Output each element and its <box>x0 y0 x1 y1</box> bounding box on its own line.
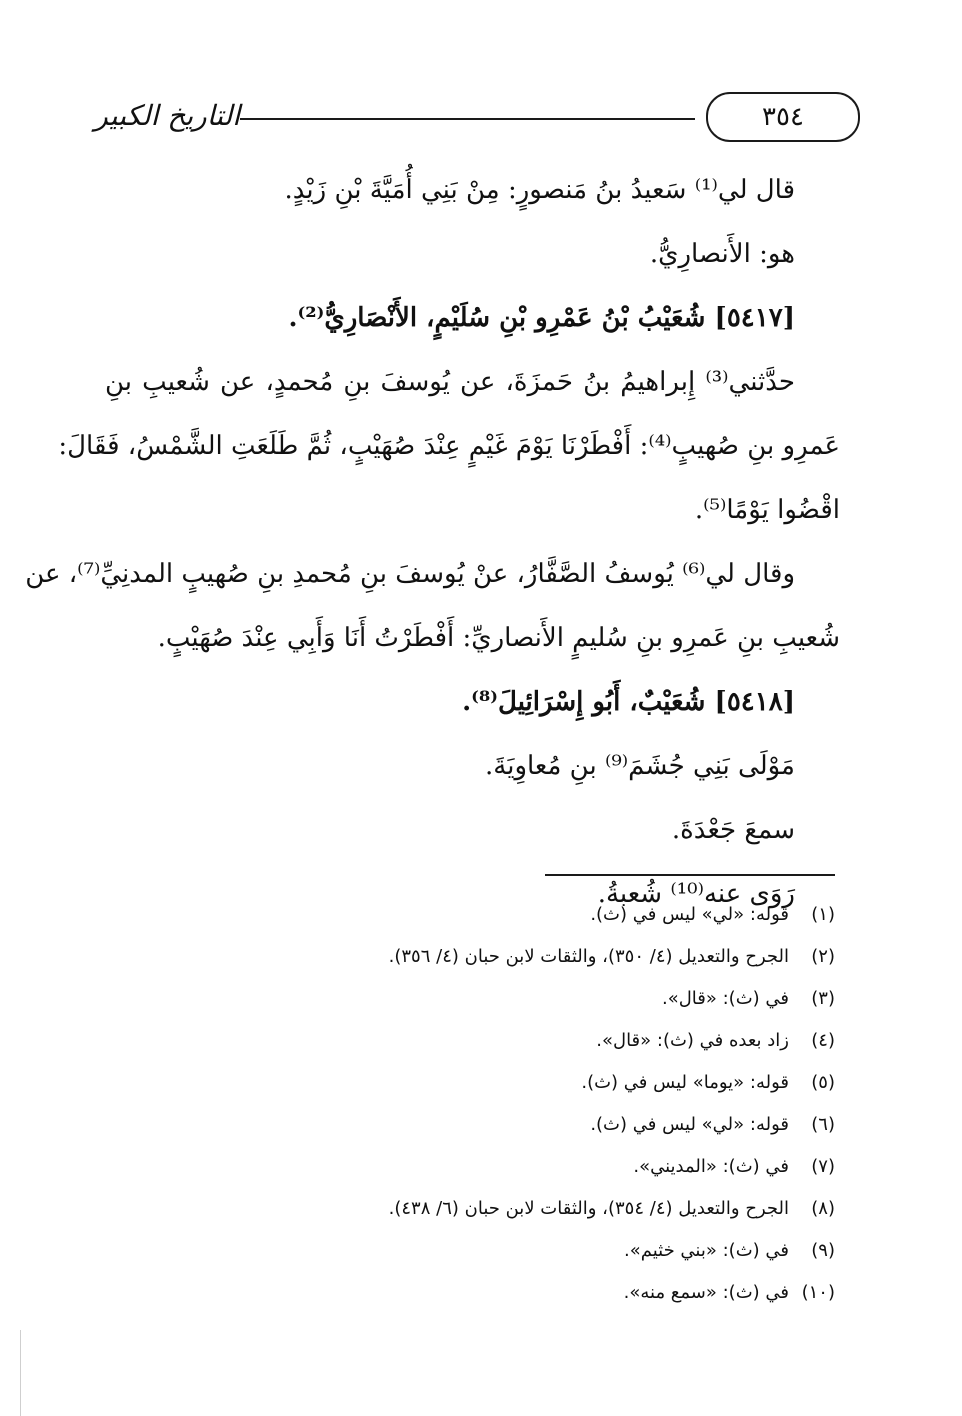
entry-heading: [٥٤١٨] شُعَيْبٌ، أَبُو إِسْرَائِيلَ⁽⁸⁾. <box>462 687 795 717</box>
footnote-number: (٧) <box>811 1156 835 1177</box>
footnote-item <box>290 936 835 978</box>
footnote-text: في (ث): «قال». <box>661 988 789 1009</box>
running-title: التاريخ الكبير <box>94 99 240 132</box>
footnote-text: قوله: «لي» ليس في (ث). <box>590 904 789 925</box>
text-line: عَمرِو بنِ صُهيبٍ⁽⁴⁾: أَفْطَرْنَا يَوْمَ غَيْمٍ عِنْدَ صُهَيْبٍ، ثُمَّ طَلَعَتِ الشَّمْسُ، فَقَالَ: <box>58 431 840 461</box>
page-number: ٣٥٤ <box>706 92 860 142</box>
footnote-item <box>290 1230 835 1272</box>
footnote-text: قوله: «لي» ليس في (ث). <box>590 1114 789 1135</box>
text-line: وقال لي⁽⁶⁾ يُوسفُ الصَّفَّارُ، عنْ يُوسفَ بنِ مُحمدِ بنِ صُهيبٍ المدنِيِّ⁽⁷⁾، عن <box>25 559 795 589</box>
footnote-divider <box>545 874 835 876</box>
footnote-text: الجرح والتعديل (٤/ ٣٥٠)، والثقات لابن حبان (٤/ ٣٥٦). <box>388 946 789 967</box>
footnote-number: (٥) <box>811 1072 835 1093</box>
footnote-item <box>290 1062 835 1104</box>
footnote-item <box>290 978 835 1020</box>
footnote-number: (٩) <box>811 1240 835 1261</box>
footnote-text: في (ث): «المديني». <box>633 1156 789 1177</box>
text-line: اقْضُوا يَوْمًا⁽⁵⁾. <box>694 495 840 525</box>
footnote-text: قوله: «يوما» ليس في (ث). <box>581 1072 789 1093</box>
footnote-number: (١) <box>811 904 835 925</box>
footnote-item <box>290 1146 835 1188</box>
text-line: هو: الأَنصارِيُّ. <box>649 239 795 269</box>
text-line: رَوَى عنه⁽¹⁰⁾ شُعبةُ. <box>597 879 795 909</box>
footnote-item <box>290 1272 835 1314</box>
footnote-item <box>290 1104 835 1146</box>
page-header <box>94 88 860 144</box>
text-line: حدَّثني⁽³⁾ إِبراهيمُ بنُ حَمزَةَ، عن يُوسفَ بنِ مُحمدٍ، عن شُعيبِ بنِ <box>105 367 795 397</box>
footnote-number: (٨) <box>811 1198 835 1219</box>
footnote-number: (٢) <box>811 946 835 967</box>
scan-margin-line <box>20 1330 21 1416</box>
text-line: سمعَ جَعْدَةَ. <box>671 815 795 845</box>
footnote-item <box>290 1020 835 1062</box>
footnote-number: (٦) <box>811 1114 835 1135</box>
footnote-item <box>290 894 835 936</box>
footnote-item <box>290 1188 835 1230</box>
footnote-text: زاد بعده في (ث): «قال». <box>596 1030 789 1051</box>
entry-heading: [٥٤١٧] شُعَيْبُ بْنُ عَمْرِو بْنِ سُلَيْمٍ، الأَنْصَارِيُّ⁽²⁾. <box>288 303 795 333</box>
text-line: قال لي⁽¹⁾ سَعيدُ بنُ مَنصورٍ: مِنْ بَنِي أُمَيَّةَ بْنِ زَيْدٍ. <box>284 175 795 205</box>
footnote-text: في (ث): «بني خثيم». <box>624 1240 789 1261</box>
footnotes <box>290 894 835 1314</box>
footnote-text: في (ث): «سمع منه». <box>623 1282 789 1303</box>
text-line: شُعيبِ بنِ عَمرِو بنِ سُليمٍ الأَنصاريِّ: أَفْطَرْتُ أَنَا وَأَبِي عِنْدَ صُهَيْبٍ. <box>157 623 840 653</box>
footnote-number: (١٠) <box>801 1282 835 1303</box>
main-text <box>25 158 840 926</box>
text-line: مَوْلَى بَنِي جُشَمَ⁽⁹⁾ بنِ مُعاوِيَةَ. <box>485 751 795 781</box>
header-rule <box>240 118 695 120</box>
footnote-text: الجرح والتعديل (٤/ ٣٥٤)، والثقات لابن حبان (٦/ ٤٣٨). <box>388 1198 789 1219</box>
footnote-number: (٤) <box>811 1030 835 1051</box>
footnote-number: (٣) <box>811 988 835 1009</box>
